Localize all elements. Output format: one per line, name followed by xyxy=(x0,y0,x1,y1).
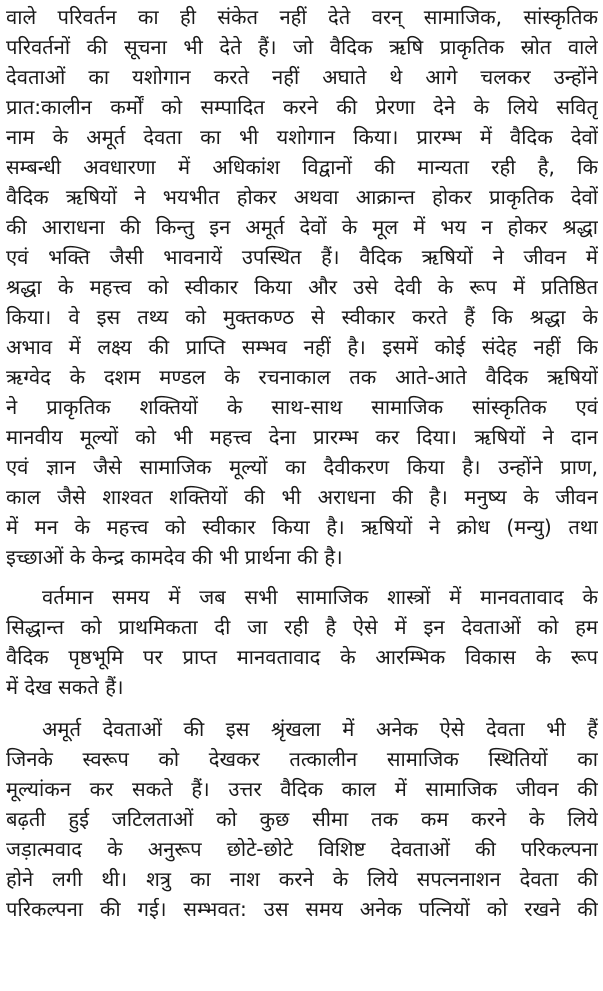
text-line: वैदिक ऋषियों ने भयभीत होकर अथवा आक्रान्त होकर प्राकृतिक देवों xyxy=(6,185,598,209)
text-line: अमूर्त देवताओं की इस श्रृंखला में अनेक ऐसे देवता भी हैं xyxy=(42,717,598,741)
text-line: वाले परिवर्तन का ही संकेत नहीं देते वरन् सामाजिक, सांस्कृतिक xyxy=(6,5,598,29)
text-line: वैदिक पृष्ठभूमि पर प्राप्त मानवतावाद के आरम्भिक विकास के रूप xyxy=(6,645,598,669)
text-line: बढ़ती हुई जटिलताओं को कुछ सीमा तक कम करने के लिये xyxy=(6,807,598,831)
text-line: जिनके स्वरूप को देखकर तत्कालीन सामाजिक स्थितियों का xyxy=(6,747,598,771)
text-line: देवताओं का यशोगान करते नहीं अघाते थे आगे चलकर उन्होंने xyxy=(6,65,598,89)
text-line: परिकल्पना की गई। सम्भवत: उस समय अनेक पत्नियों को रखने की xyxy=(6,897,598,921)
text-line: किया। वे इस तथ्य को मुक्तकण्ठ से स्वीकार करते हैं कि श्रद्धा के xyxy=(6,305,598,329)
text-line: एवं ज्ञान जैसे सामाजिक मूल्यों का दैवीकरण किया है। उन्होंने प्राण, xyxy=(6,455,598,479)
text-line: ने प्राकृतिक शक्तियों के साथ-साथ सामाजिक सांस्कृतिक एवं xyxy=(6,395,598,419)
text-line: अभाव में लक्ष्य की प्राप्ति सम्भव नहीं है। इसमें कोई संदेह नहीं कि xyxy=(6,335,598,359)
text-line: श्रद्धा के महत्त्व को स्वीकार किया और उसे देवी के रूप में प्रतिष्ठित xyxy=(6,275,598,299)
text-line: प्रात:कालीन कर्मों को सम्पादित करने की प्रेरणा देने के लिये सवितृ xyxy=(6,95,598,119)
text-line: एवं भक्ति जैसी भावनायें उपस्थित हैं। वैदिक ऋषियों ने जीवन में xyxy=(6,245,598,269)
text-line: की आराधना की किन्तु इन अमूर्त देवों के मूल में भय न होकर श्रद्धा xyxy=(6,215,598,239)
text-line: नाम के अमूर्त देवता का भी यशोगान किया। प्रारम्भ में वैदिक देवों xyxy=(6,125,598,149)
text-line: काल जैसे शाश्वत शक्तियों की भी अराधना की है। मनुष्य के जीवन xyxy=(6,485,598,509)
text-line: में देख सकते हैं। xyxy=(6,675,124,699)
text-line: मानवीय मूल्यों को भी महत्त्व देना प्रारम्भ कर दिया। ऋषियों ने दान xyxy=(6,425,598,449)
text-line: ऋग्वेद के दशम मण्डल के रचनाकाल तक आते-आते वैदिक ऋषियों xyxy=(6,365,598,389)
text-line: परिवर्तनों की सूचना भी देते हैं। जो वैदिक ऋषि प्राकृतिक स्रोत वाले xyxy=(6,35,598,59)
text-line: होने लगी थी। शत्रु का नाश करने के लिये सपत्ननाशन देवता की xyxy=(6,867,598,891)
text-line: सम्बन्धी अवधारणा में अधिकांश विद्वानों की मान्यता रही है, कि xyxy=(6,155,598,179)
text-line: जड़ात्मवाद के अनुरूप छोटे-छोटे विशिष्ट देवताओं की परिकल्पना xyxy=(6,837,598,861)
text-line: में मन के महत्त्व को स्वीकार किया है। ऋषियों ने क्रोध (मन्यु) तथा xyxy=(6,515,598,539)
text-line: इच्छाओं के केन्द्र कामदेव की भी प्रार्थना की है। xyxy=(6,545,343,569)
text-line: सिद्धान्त को प्राथमिकता दी जा रही है ऐसे में इन देवताओं को हम xyxy=(6,615,598,639)
document-page xyxy=(6,2,598,988)
text-line: मूल्यांकन कर सकते हैं। उत्तर वैदिक काल में सामाजिक जीवन की xyxy=(6,777,598,801)
text-line: वर्तमान समय में जब सभी सामाजिक शास्त्रों में मानवतावाद के xyxy=(42,585,598,609)
